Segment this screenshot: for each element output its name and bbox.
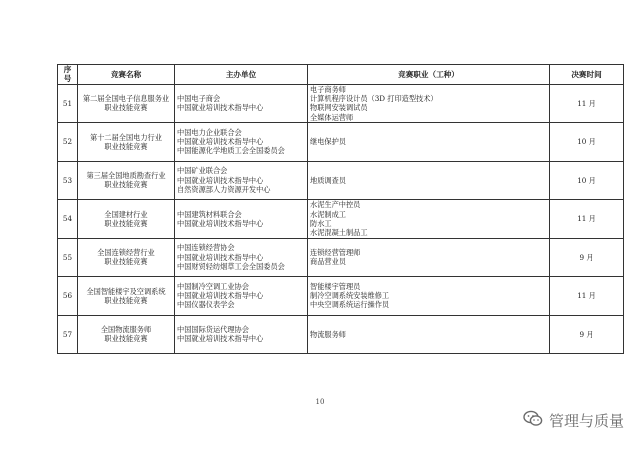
organizer-line: 中国就业培训技术指导中心 xyxy=(177,334,264,344)
occupation-line: 商品营业员 xyxy=(310,257,346,267)
organizer-line: 中国连锁经营协会 xyxy=(177,243,235,253)
organizer-line: 中国就业培训技术指导中心 xyxy=(177,218,264,228)
organizer-line: 中国能源化学地质工会全国委员会 xyxy=(177,146,285,156)
organizer-line: 中国就业培训技术指导中心 xyxy=(177,291,264,301)
watermark-text: 管理与质量 xyxy=(548,412,624,430)
competition-table xyxy=(57,64,624,354)
organizer-line: 中国电子商会 xyxy=(177,94,221,104)
occupation-line: 连锁经营管理师 xyxy=(310,248,361,258)
row-competition-name xyxy=(78,315,175,354)
organizer-line: 中国就业培训技术指导中心 xyxy=(177,175,264,185)
row-final-date: 9 月 xyxy=(550,315,624,354)
row-final-date: 11 月 xyxy=(550,84,624,123)
header-index: 序号 xyxy=(58,65,78,85)
occupation-line: 制冷空调系统安装维修工 xyxy=(310,291,390,301)
row-competition-name xyxy=(78,161,175,200)
header-final-date: 决赛时间 xyxy=(550,65,624,85)
organizer-line: 中国就业培训技术指导中心 xyxy=(177,252,264,262)
row-organizers xyxy=(175,315,308,354)
row-organizers xyxy=(175,84,308,123)
name-line: 全国连锁经营行业 xyxy=(97,248,155,258)
name-line: 全国建材行业 xyxy=(104,209,148,219)
occupation-line: 全媒体运营师 xyxy=(310,112,354,122)
name-line: 全国物流服务师 xyxy=(100,325,152,335)
occupation-line: 水泥生产中控员 xyxy=(310,200,361,210)
row-final-date: 11 月 xyxy=(550,200,624,239)
occupation-line: 水泥混凝土制品工 xyxy=(310,228,368,238)
row-final-date: 11 月 xyxy=(550,277,624,316)
watermark xyxy=(523,410,624,431)
name-line: 全国智能楼宇及空调系统 xyxy=(86,286,166,296)
organizer-line: 自然资源部人力资源开发中心 xyxy=(177,184,271,194)
row-organizers xyxy=(175,161,308,200)
row-occupations xyxy=(308,277,550,316)
organizer-line: 中国制冷空调工业协会 xyxy=(177,281,249,291)
row-organizers xyxy=(175,238,308,277)
name-line: 第二届全国电子信息服务业 xyxy=(82,94,170,104)
organizer-line: 中国国际货运代理协会 xyxy=(177,325,249,335)
row-occupations xyxy=(308,315,550,354)
row-index: 56 xyxy=(58,277,78,316)
row-competition-name xyxy=(78,238,175,277)
name-line: 职业技能竞赛 xyxy=(104,257,148,267)
organizer-line: 中国建筑材料联合会 xyxy=(177,209,242,219)
row-occupations xyxy=(308,123,550,162)
organizer-line: 中国就业培训技术指导中心 xyxy=(177,137,264,147)
organizer-line: 中国仪器仪表学会 xyxy=(177,300,235,310)
name-line: 职业技能竞赛 xyxy=(104,180,148,190)
name-line: 职业技能竞赛 xyxy=(104,334,148,344)
organizer-line: 中国电力企业联合会 xyxy=(177,127,242,137)
occupation-line: 地质调查员 xyxy=(310,175,346,185)
occupation-line: 计算机程序设计员（3D 打印造型技术） xyxy=(310,94,438,104)
table-header-row xyxy=(58,65,624,85)
row-competition-name xyxy=(78,200,175,239)
table-row xyxy=(58,161,624,200)
row-occupations xyxy=(308,161,550,200)
row-organizers xyxy=(175,200,308,239)
table-row xyxy=(58,277,624,316)
organizer-line: 中国财贸轻纺烟草工会全国委员会 xyxy=(177,261,285,271)
row-competition-name xyxy=(78,123,175,162)
row-final-date: 10 月 xyxy=(550,123,624,162)
row-index: 52 xyxy=(58,123,78,162)
row-competition-name xyxy=(78,277,175,316)
row-index: 54 xyxy=(58,200,78,239)
name-line: 第三届全国地质勘查行业 xyxy=(86,171,166,181)
row-index: 55 xyxy=(58,238,78,277)
organizer-line: 中国就业培训技术指导中心 xyxy=(177,103,264,113)
row-final-date: 9 月 xyxy=(550,238,624,277)
header-organizer: 主办单位 xyxy=(175,65,308,85)
table-row xyxy=(58,84,624,123)
occupation-line: 物联网安装调试员 xyxy=(310,103,368,113)
row-competition-name xyxy=(78,84,175,123)
occupation-line: 电子商务师 xyxy=(310,84,346,94)
name-line: 职业技能竞赛 xyxy=(104,103,148,113)
row-organizers xyxy=(175,123,308,162)
row-occupations xyxy=(308,200,550,239)
table-row xyxy=(58,123,624,162)
table-row xyxy=(58,200,624,239)
row-index: 53 xyxy=(58,161,78,200)
occupation-line: 防水工 xyxy=(310,218,332,228)
page-number: 10 xyxy=(315,398,325,406)
table-row xyxy=(58,238,624,277)
occupation-line: 中央空调系统运行操作员 xyxy=(310,300,390,310)
wechat-icon xyxy=(523,410,549,431)
table-row xyxy=(58,315,624,354)
occupation-line: 智能楼宇管理员 xyxy=(310,281,361,291)
name-line: 第十二届全国电力行业 xyxy=(90,132,162,142)
name-line: 职业技能竞赛 xyxy=(104,141,148,151)
header-competition-name: 竞赛名称 xyxy=(78,65,175,85)
row-occupations xyxy=(308,238,550,277)
row-occupations xyxy=(308,84,550,123)
row-final-date: 10 月 xyxy=(550,161,624,200)
name-line: 职业技能竞赛 xyxy=(104,295,148,305)
row-index: 57 xyxy=(58,315,78,354)
name-line: 职业技能竞赛 xyxy=(104,218,148,228)
row-organizers xyxy=(175,277,308,316)
occupation-line: 水泥制成工 xyxy=(310,209,346,219)
organizer-line: 中国矿业联合会 xyxy=(177,166,228,176)
header-occupation: 竞赛职业（工种） xyxy=(308,65,550,85)
row-index: 51 xyxy=(58,84,78,123)
occupation-line: 继电保护员 xyxy=(310,137,346,147)
occupation-line: 物流服务师 xyxy=(310,329,346,339)
